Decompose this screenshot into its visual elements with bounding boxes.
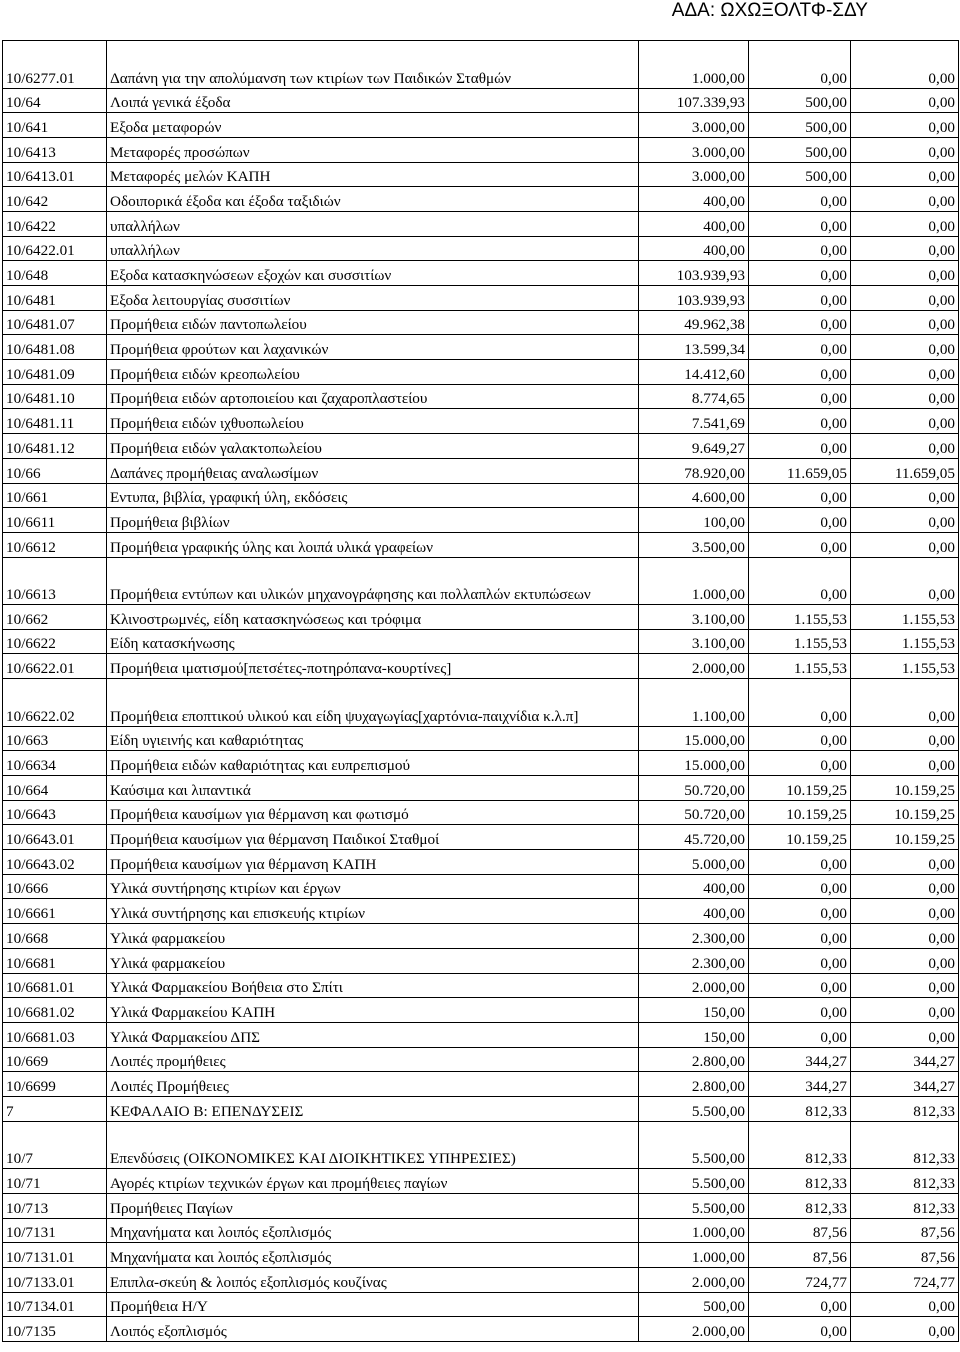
- amount-cell: 5.500,00: [639, 1193, 749, 1218]
- amount-cell: 103.939,93: [639, 261, 749, 286]
- amount-cell: 103.939,93: [639, 286, 749, 311]
- amount-cell: 87,56: [851, 1243, 959, 1268]
- amount-cell: 3.500,00: [639, 532, 749, 557]
- table-row: [3, 1121, 959, 1169]
- code-cell: 10/6481: [3, 286, 107, 311]
- amount-cell: 0,00: [851, 162, 959, 187]
- amount-cell: 0,00: [851, 1292, 959, 1317]
- description-cell: Προμήθεια ειδών γαλακτοπωλείου: [107, 434, 639, 459]
- table-row: [3, 654, 959, 679]
- amount-cell: 0,00: [749, 41, 851, 89]
- table-row: [3, 751, 959, 776]
- description-cell: Υλικά συντήρησης κτιρίων και έργων: [107, 874, 639, 899]
- description-cell: Λοιπά γενικά έξοδα: [107, 88, 639, 113]
- code-cell: 10/7134.01: [3, 1292, 107, 1317]
- code-cell: 7: [3, 1096, 107, 1121]
- amount-cell: 812,33: [749, 1193, 851, 1218]
- description-cell: Λοιπές προμήθειες: [107, 1047, 639, 1072]
- description-cell: Προμήθεια βιβλίων: [107, 508, 639, 533]
- amount-cell: 0,00: [851, 211, 959, 236]
- description-cell: Προμήθεια γραφικής ύλης και λοιπά υλικά γραφείων: [107, 532, 639, 557]
- table-row: [3, 800, 959, 825]
- table-row: [3, 1047, 959, 1072]
- code-cell: 10/7135: [3, 1317, 107, 1342]
- code-cell: 10/6612: [3, 532, 107, 557]
- amount-cell: 13.599,34: [639, 335, 749, 360]
- description-cell: Υλικά Φαρμακείου ΔΠΣ: [107, 1022, 639, 1047]
- amount-cell: 87,56: [851, 1218, 959, 1243]
- amount-cell: 0,00: [851, 532, 959, 557]
- description-cell: Προμήθεια εποπτικού υλικού και είδη ψυχαγωγίας[χαρτόνια-παιχνίδια κ.λ.π]: [107, 679, 639, 727]
- amount-cell: 0,00: [749, 236, 851, 261]
- amount-cell: 45.720,00: [639, 825, 749, 850]
- table-row: [3, 1169, 959, 1194]
- table-row: [3, 434, 959, 459]
- amount-cell: 0,00: [851, 948, 959, 973]
- code-cell: 10/6634: [3, 751, 107, 776]
- description-cell: Προμήθεια ειδών παντοπωλείου: [107, 310, 639, 335]
- amount-cell: 0,00: [749, 1317, 851, 1342]
- table-row: [3, 1193, 959, 1218]
- table-row: [3, 409, 959, 434]
- table-row: [3, 776, 959, 801]
- code-cell: 10/64: [3, 88, 107, 113]
- description-cell: Μηχανήματα και λοιπός εξοπλισμός: [107, 1218, 639, 1243]
- amount-cell: 9.649,27: [639, 434, 749, 459]
- table-row: [3, 360, 959, 385]
- code-cell: 10/648: [3, 261, 107, 286]
- amount-cell: 400,00: [639, 187, 749, 212]
- amount-cell: 0,00: [851, 286, 959, 311]
- amount-cell: 2.000,00: [639, 973, 749, 998]
- amount-cell: 15.000,00: [639, 726, 749, 751]
- amount-cell: 1.155,53: [851, 629, 959, 654]
- amount-cell: 0,00: [749, 310, 851, 335]
- description-cell: Προμήθειες Παγίων: [107, 1193, 639, 1218]
- description-cell: Προμήθεια φρούτων και λαχανικών: [107, 335, 639, 360]
- amount-cell: 10.159,25: [749, 800, 851, 825]
- amount-cell: 0,00: [851, 557, 959, 605]
- code-cell: 10/7: [3, 1121, 107, 1169]
- amount-cell: 0,00: [851, 88, 959, 113]
- description-cell: Κλινοστρωμνές, είδη κατασκηνώσεως και τρόφιμα: [107, 605, 639, 630]
- amount-cell: 0,00: [851, 1022, 959, 1047]
- amount-cell: 107.339,93: [639, 88, 749, 113]
- table-row: [3, 973, 959, 998]
- amount-cell: 812,33: [851, 1096, 959, 1121]
- amount-cell: 0,00: [851, 850, 959, 875]
- description-cell: Εντυπα, βιβλία, γραφική ύλη, εκδόσεις: [107, 483, 639, 508]
- code-cell: 10/7131.01: [3, 1243, 107, 1268]
- code-cell: 10/6613: [3, 557, 107, 605]
- amount-cell: 0,00: [851, 384, 959, 409]
- amount-cell: 500,00: [749, 88, 851, 113]
- table-row: [3, 261, 959, 286]
- amount-cell: 0,00: [851, 899, 959, 924]
- amount-cell: 0,00: [749, 261, 851, 286]
- amount-cell: 0,00: [851, 236, 959, 261]
- amount-cell: 0,00: [851, 751, 959, 776]
- amount-cell: 400,00: [639, 899, 749, 924]
- description-cell: Είδη κατασκήνωσης: [107, 629, 639, 654]
- amount-cell: 1.155,53: [851, 654, 959, 679]
- table-row: [3, 850, 959, 875]
- code-cell: 10/6699: [3, 1072, 107, 1097]
- description-cell: Μεταφορές μελών ΚΑΠΗ: [107, 162, 639, 187]
- code-cell: 10/666: [3, 874, 107, 899]
- code-cell: 10/6681: [3, 948, 107, 973]
- code-cell: 10/669: [3, 1047, 107, 1072]
- table-row: [3, 187, 959, 212]
- description-cell: Προμήθεια ιματισμού[πετσέτες-ποτηρόπανα-κουρτίνες]: [107, 654, 639, 679]
- description-cell: Προμήθεια ειδών καθαριότητας και ευπρεπισμού: [107, 751, 639, 776]
- amount-cell: 0,00: [749, 187, 851, 212]
- amount-cell: 10.159,25: [851, 776, 959, 801]
- description-cell: Οδοιπορικά έξοδα και έξοδα ταξιδιών: [107, 187, 639, 212]
- table-row: [3, 137, 959, 162]
- amount-cell: 87,56: [749, 1243, 851, 1268]
- amount-cell: 10.159,25: [851, 800, 959, 825]
- table-row: [3, 335, 959, 360]
- amount-cell: 0,00: [851, 187, 959, 212]
- amount-cell: 0,00: [749, 998, 851, 1023]
- amount-cell: 150,00: [639, 998, 749, 1023]
- amount-cell: 500,00: [639, 1292, 749, 1317]
- description-cell: Είδη υγιεινής και καθαριότητας: [107, 726, 639, 751]
- code-cell: 10/6643: [3, 800, 107, 825]
- amount-cell: 2.800,00: [639, 1072, 749, 1097]
- amount-cell: 0,00: [749, 211, 851, 236]
- amount-cell: 0,00: [749, 948, 851, 973]
- amount-cell: 0,00: [749, 384, 851, 409]
- code-cell: 10/713: [3, 1193, 107, 1218]
- code-cell: 10/6643.01: [3, 825, 107, 850]
- description-cell: Δαπάνη για την απολύμανση των κτιρίων των Παιδικών Σταθμών: [107, 41, 639, 89]
- description-cell: Εξοδα μεταφορών: [107, 113, 639, 138]
- code-cell: 10/642: [3, 187, 107, 212]
- amount-cell: 8.774,65: [639, 384, 749, 409]
- amount-cell: 1.155,53: [749, 654, 851, 679]
- code-cell: 10/6413.01: [3, 162, 107, 187]
- description-cell: Εξοδα λειτουργίας συσσιτίων: [107, 286, 639, 311]
- amount-cell: 812,33: [851, 1169, 959, 1194]
- amount-cell: 3.000,00: [639, 113, 749, 138]
- code-cell: 10/6622.01: [3, 654, 107, 679]
- amount-cell: 500,00: [749, 162, 851, 187]
- amount-cell: 812,33: [749, 1121, 851, 1169]
- table-row: [3, 726, 959, 751]
- amount-cell: 0,00: [749, 679, 851, 727]
- table-row: [3, 825, 959, 850]
- amount-cell: 0,00: [851, 360, 959, 385]
- amount-cell: 812,33: [749, 1169, 851, 1194]
- document-header-ada: ΑΔΑ: ΩΧΩΞΟΛΤΦ-ΣΔΥ: [671, 0, 868, 21]
- amount-cell: 812,33: [749, 1096, 851, 1121]
- amount-cell: 344,27: [851, 1047, 959, 1072]
- code-cell: 10/6661: [3, 899, 107, 924]
- description-cell: υπαλλήλων: [107, 236, 639, 261]
- amount-cell: 1.000,00: [639, 1243, 749, 1268]
- amount-cell: 87,56: [749, 1218, 851, 1243]
- description-cell: Προμήθεια ειδών κρεοπωλείου: [107, 360, 639, 385]
- amount-cell: 0,00: [851, 998, 959, 1023]
- amount-cell: 2.000,00: [639, 654, 749, 679]
- amount-cell: 724,77: [851, 1267, 959, 1292]
- amount-cell: 0,00: [749, 899, 851, 924]
- description-cell: Υλικά συντήρησης και επισκευής κτιρίων: [107, 899, 639, 924]
- code-cell: 10/6681.03: [3, 1022, 107, 1047]
- code-cell: 10/6481.10: [3, 384, 107, 409]
- description-cell: Προμήθεια καυσίμων για θέρμανση ΚΑΠΗ: [107, 850, 639, 875]
- description-cell: Υλικά φαρμακείου: [107, 924, 639, 949]
- description-cell: Προμήθεια ειδών αρτοποιείου και ζαχαροπλαστείου: [107, 384, 639, 409]
- amount-cell: 2.300,00: [639, 924, 749, 949]
- amount-cell: 78.920,00: [639, 458, 749, 483]
- description-cell: Προμήθεια καυσίμων για θέρμανση και φωτισμό: [107, 800, 639, 825]
- amount-cell: 14.412,60: [639, 360, 749, 385]
- amount-cell: 0,00: [749, 409, 851, 434]
- code-cell: 10/6622.02: [3, 679, 107, 727]
- table-row: [3, 532, 959, 557]
- description-cell: Δαπάνες προμήθειας αναλωσίμων: [107, 458, 639, 483]
- table-row: [3, 162, 959, 187]
- code-cell: 10/6277.01: [3, 41, 107, 89]
- amount-cell: 0,00: [749, 874, 851, 899]
- amount-cell: 5.500,00: [639, 1096, 749, 1121]
- code-cell: 10/6422: [3, 211, 107, 236]
- table-row: [3, 88, 959, 113]
- amount-cell: 15.000,00: [639, 751, 749, 776]
- amount-cell: 0,00: [851, 409, 959, 434]
- amount-cell: 2.300,00: [639, 948, 749, 973]
- amount-cell: 3.000,00: [639, 162, 749, 187]
- amount-cell: 0,00: [749, 850, 851, 875]
- amount-cell: 400,00: [639, 874, 749, 899]
- amount-cell: 344,27: [749, 1047, 851, 1072]
- code-cell: 10/6481.09: [3, 360, 107, 385]
- budget-table: [2, 40, 959, 1342]
- amount-cell: 100,00: [639, 508, 749, 533]
- amount-cell: 0,00: [749, 924, 851, 949]
- table-row: [3, 1267, 959, 1292]
- table-row: [3, 874, 959, 899]
- amount-cell: 0,00: [749, 335, 851, 360]
- code-cell: 10/664: [3, 776, 107, 801]
- table-row: [3, 508, 959, 533]
- amount-cell: 1.000,00: [639, 1218, 749, 1243]
- amount-cell: 7.541,69: [639, 409, 749, 434]
- description-cell: Λοιπός εξοπλισμός: [107, 1317, 639, 1342]
- amount-cell: 724,77: [749, 1267, 851, 1292]
- amount-cell: 2.000,00: [639, 1317, 749, 1342]
- amount-cell: 0,00: [851, 874, 959, 899]
- amount-cell: 0,00: [749, 1022, 851, 1047]
- amount-cell: 1.000,00: [639, 557, 749, 605]
- amount-cell: 400,00: [639, 236, 749, 261]
- description-cell: Προμήθεια καυσίμων για θέρμανση Παιδικοί Σταθμοί: [107, 825, 639, 850]
- table-row: [3, 679, 959, 727]
- description-cell: Μεταφορές προσώπων: [107, 137, 639, 162]
- amount-cell: 344,27: [749, 1072, 851, 1097]
- description-cell: Υλικά φαρμακείου: [107, 948, 639, 973]
- amount-cell: 0,00: [851, 726, 959, 751]
- code-cell: 10/6413: [3, 137, 107, 162]
- amount-cell: 0,00: [749, 751, 851, 776]
- amount-cell: 0,00: [851, 261, 959, 286]
- description-cell: Υλικά Φαρμακείου ΚΑΠΗ: [107, 998, 639, 1023]
- amount-cell: 0,00: [851, 113, 959, 138]
- table-row: [3, 1022, 959, 1047]
- table-row: [3, 286, 959, 311]
- table-row: [3, 629, 959, 654]
- amount-cell: 0,00: [851, 1317, 959, 1342]
- description-cell: Επιπλα-σκεύη & λοιπός εξοπλισμός κουζίνας: [107, 1267, 639, 1292]
- table-row: [3, 310, 959, 335]
- amount-cell: 0,00: [851, 679, 959, 727]
- amount-cell: 49.962,38: [639, 310, 749, 335]
- amount-cell: 1.100,00: [639, 679, 749, 727]
- table-row: [3, 899, 959, 924]
- code-cell: 10/6643.02: [3, 850, 107, 875]
- table-row: [3, 1292, 959, 1317]
- amount-cell: 5.500,00: [639, 1121, 749, 1169]
- description-cell: Επενδύσεις (ΟΙΚΟΝΟΜΙΚΕΣ ΚΑΙ ΔΙΟΙΚΗΤΙΚΕΣ ΥΠΗΡΕΣΙΕΣ): [107, 1121, 639, 1169]
- table-row: [3, 211, 959, 236]
- description-cell: Προμήθεια ειδών ιχθυοπωλείου: [107, 409, 639, 434]
- amount-cell: 0,00: [749, 973, 851, 998]
- amount-cell: 0,00: [749, 557, 851, 605]
- table-row: [3, 483, 959, 508]
- amount-cell: 10.159,25: [851, 825, 959, 850]
- code-cell: 10/641: [3, 113, 107, 138]
- code-cell: 10/662: [3, 605, 107, 630]
- code-cell: 10/663: [3, 726, 107, 751]
- amount-cell: 0,00: [749, 286, 851, 311]
- amount-cell: 0,00: [851, 924, 959, 949]
- code-cell: 10/6622: [3, 629, 107, 654]
- code-cell: 10/7131: [3, 1218, 107, 1243]
- table-row: [3, 1243, 959, 1268]
- amount-cell: 11.659,05: [749, 458, 851, 483]
- amount-cell: 10.159,25: [749, 825, 851, 850]
- amount-cell: 0,00: [851, 41, 959, 89]
- table-row: [3, 557, 959, 605]
- amount-cell: 10.159,25: [749, 776, 851, 801]
- amount-cell: 1.000,00: [639, 41, 749, 89]
- amount-cell: 1.155,53: [749, 629, 851, 654]
- code-cell: 10/6481.08: [3, 335, 107, 360]
- code-cell: 10/6422.01: [3, 236, 107, 261]
- description-cell: υπαλλήλων: [107, 211, 639, 236]
- table-row: [3, 948, 959, 973]
- amount-cell: 1.155,53: [851, 605, 959, 630]
- amount-cell: 0,00: [851, 508, 959, 533]
- description-cell: Καύσιμα και λιπαντικά: [107, 776, 639, 801]
- table-row: [3, 998, 959, 1023]
- description-cell: Μηχανήματα και λοιπός εξοπλισμός: [107, 1243, 639, 1268]
- amount-cell: 0,00: [749, 532, 851, 557]
- table-row: [3, 605, 959, 630]
- table-row: [3, 384, 959, 409]
- table-row: [3, 1072, 959, 1097]
- description-cell: Υλικά Φαρμακείου Βοήθεια στο Σπίτι: [107, 973, 639, 998]
- amount-cell: 50.720,00: [639, 776, 749, 801]
- amount-cell: 400,00: [639, 211, 749, 236]
- amount-cell: 3.000,00: [639, 137, 749, 162]
- description-cell: Προμήθεια εντύπων και υλικών μηχανογράφησης και πολλαπλών εκτυπώσεων: [107, 557, 639, 605]
- amount-cell: 0,00: [851, 483, 959, 508]
- amount-cell: 150,00: [639, 1022, 749, 1047]
- table-row: [3, 924, 959, 949]
- table-row: [3, 1096, 959, 1121]
- budget-table-body: [3, 41, 959, 1342]
- table-row: [3, 458, 959, 483]
- amount-cell: 812,33: [851, 1193, 959, 1218]
- table-row: [3, 236, 959, 261]
- amount-cell: 4.600,00: [639, 483, 749, 508]
- table-row: [3, 41, 959, 89]
- description-cell: Αγορές κτιρίων τεχνικών έργων και προμήθειες παγίων: [107, 1169, 639, 1194]
- amount-cell: 2.800,00: [639, 1047, 749, 1072]
- description-cell: Προμήθεια Η/Υ: [107, 1292, 639, 1317]
- table-row: [3, 1317, 959, 1342]
- amount-cell: 2.000,00: [639, 1267, 749, 1292]
- amount-cell: 0,00: [749, 1292, 851, 1317]
- amount-cell: 500,00: [749, 137, 851, 162]
- description-cell: Λοιπές Προμήθειες: [107, 1072, 639, 1097]
- amount-cell: 0,00: [749, 434, 851, 459]
- amount-cell: 0,00: [851, 137, 959, 162]
- amount-cell: 3.100,00: [639, 605, 749, 630]
- amount-cell: 5.000,00: [639, 850, 749, 875]
- amount-cell: 11.659,05: [851, 458, 959, 483]
- amount-cell: 50.720,00: [639, 800, 749, 825]
- description-cell: Εξοδα κατασκηνώσεων εξοχών και συσσιτίων: [107, 261, 639, 286]
- amount-cell: 1.155,53: [749, 605, 851, 630]
- amount-cell: 812,33: [851, 1121, 959, 1169]
- amount-cell: 5.500,00: [639, 1169, 749, 1194]
- description-cell: ΚΕΦΑΛΑΙΟ Β: ΕΠΕΝΔΥΣΕΙΣ: [107, 1096, 639, 1121]
- code-cell: 10/668: [3, 924, 107, 949]
- amount-cell: 500,00: [749, 113, 851, 138]
- code-cell: 10/6481.07: [3, 310, 107, 335]
- amount-cell: 0,00: [851, 434, 959, 459]
- amount-cell: 3.100,00: [639, 629, 749, 654]
- code-cell: 10/6481.11: [3, 409, 107, 434]
- amount-cell: 344,27: [851, 1072, 959, 1097]
- amount-cell: 0,00: [749, 483, 851, 508]
- code-cell: 10/6481.12: [3, 434, 107, 459]
- code-cell: 10/66: [3, 458, 107, 483]
- amount-cell: 0,00: [851, 310, 959, 335]
- code-cell: 10/6611: [3, 508, 107, 533]
- code-cell: 10/71: [3, 1169, 107, 1194]
- amount-cell: 0,00: [851, 335, 959, 360]
- table-row: [3, 113, 959, 138]
- code-cell: 10/6681.01: [3, 973, 107, 998]
- amount-cell: 0,00: [749, 508, 851, 533]
- amount-cell: 0,00: [749, 726, 851, 751]
- table-row: [3, 1218, 959, 1243]
- amount-cell: 0,00: [749, 360, 851, 385]
- code-cell: 10/661: [3, 483, 107, 508]
- code-cell: 10/6681.02: [3, 998, 107, 1023]
- code-cell: 10/7133.01: [3, 1267, 107, 1292]
- amount-cell: 0,00: [851, 973, 959, 998]
